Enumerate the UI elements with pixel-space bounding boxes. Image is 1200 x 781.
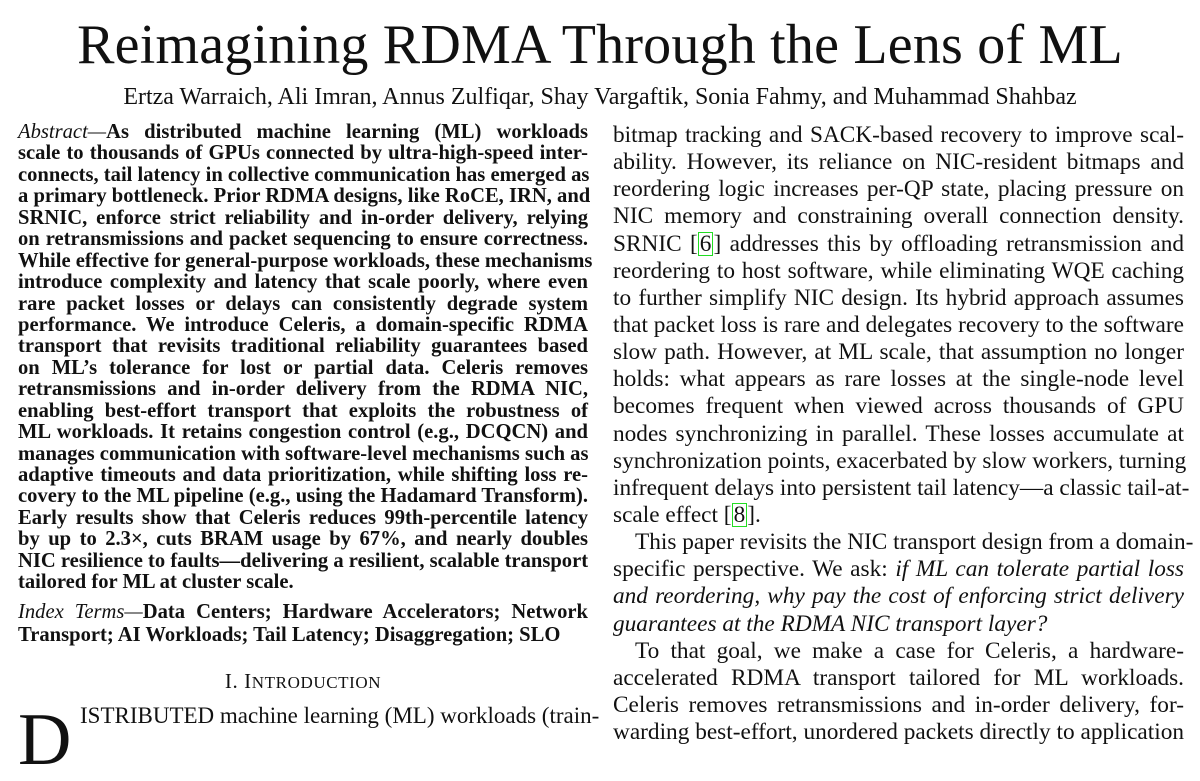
body-line: holds: what appears as rare losses at the single-node level — [613, 366, 1184, 393]
section-title-rest: NTRODUCTION — [251, 672, 382, 692]
body-line: that packet loss is rare and delegates recovery to the software — [613, 311, 1184, 338]
body-line: to further simplify NIC design. Its hybrid approach assumes — [613, 284, 1184, 311]
body-line: reordering logic increases per-QP state, placing pressure on — [613, 176, 1184, 203]
abstract-label: Abstract— — [18, 121, 107, 143]
body-text: specific perspective. We ask: — [613, 556, 896, 583]
abstract-line: ML workloads. It retains congestion control (e.g., DCQCN) and — [18, 421, 588, 444]
body-line: To that goal, we make a case for Celeris, a hardware- — [635, 637, 1184, 664]
abstract-line: transport that revisits traditional reliability guarantees based — [18, 335, 588, 358]
drop-cap: D — [18, 698, 72, 781]
abstract-line — [18, 122, 588, 143]
abstract-line: by up to 2.3×, cuts BRAM usage by 67%, and nearly doubles — [18, 528, 588, 551]
body-line — [613, 502, 1184, 529]
body-line: becomes frequent when viewed across thousands of GPU — [613, 393, 1184, 420]
body-text: ] addresses this by offloading retransmission and — [713, 230, 1184, 257]
body-line: warding best-effort, unordered packets directly to application — [613, 719, 1184, 746]
abstract-line: rare packet losses or delays can consistently degrade system — [18, 292, 588, 315]
body-line: NIC memory and constraining overall connection density. — [613, 203, 1184, 230]
paper-authors: Ertza Warraich, Ali Imran, Annus Zulfiqar, Shay Vargaftik, Sonia Fahmy, and Muhammad Shahbaz — [123, 84, 1077, 110]
index-terms — [18, 601, 588, 647]
left-column — [18, 121, 600, 781]
body-line: bitmap tracking and SACK-based recovery to improve scal- — [613, 122, 1184, 148]
abstract-line: on ML’s tolerance for lost or partial data. Celeris removes — [18, 356, 588, 379]
index-terms-line-text: Data Centers; Hardware Accelerators; Network — [142, 600, 589, 623]
abstract-line: scale to thousands of GPUs connected by ultra-high-speed inter- — [18, 142, 588, 165]
abstract-line: manages communication with software-level mechanisms such as — [18, 442, 589, 465]
abstract-line: Early results show that Celeris reduces 99th-percentile latency — [18, 506, 588, 529]
citation-link-8[interactable]: 8 — [733, 501, 746, 528]
body-line: and reordering, why pay the cost of enforcing strict delivery — [613, 583, 1184, 610]
abstract-line: While effective for general-purpose workloads, these mechanisms — [18, 249, 593, 272]
body-line: accelerated RDMA transport tailored for ML workloads. — [613, 664, 1184, 691]
body-line — [613, 556, 1184, 583]
index-terms-label: Index Terms— — [18, 600, 143, 623]
abstract-line: SRNIC, enforce strict reliability and in-order delivery, relying — [18, 206, 588, 229]
body-text: ]. — [747, 501, 761, 528]
index-terms-line — [18, 601, 588, 624]
abstract-line: adaptive timeouts and data prioritization, while shifting loss re- — [18, 464, 588, 486]
citation-link-6[interactable]: 6 — [699, 230, 712, 257]
abstract-line: introduce complexity and latency that scale poorly, where even — [18, 271, 588, 294]
body-text: scale effect [ — [613, 501, 732, 528]
body-line: guarantees at the RDMA NIC transport layer? — [613, 610, 1048, 637]
intro-paragraph — [18, 698, 600, 781]
abstract-line: performance. We introduce Celeris, a domain-specific RDMA — [18, 313, 588, 336]
abstract — [18, 121, 593, 594]
body-line: Celeris removes retransmissions and in-order delivery, for- — [613, 691, 1184, 718]
abstract-line: on retransmissions and packet sequencing to ensure correctness. — [18, 228, 588, 251]
body-line: reordering to host software, while eliminating WQE caching — [613, 257, 1184, 284]
section-heading-introduction — [18, 667, 588, 695]
section-number: I. — [224, 668, 239, 693]
section-title-initial: I — [244, 668, 252, 693]
abstract-line-text: As distributed machine learning (ML) workloads — [106, 121, 588, 143]
abstract-line: tailored for ML at cluster scale. — [18, 571, 294, 594]
body-line: slow path. However, at ML scale, that assumption no longer — [613, 339, 1184, 366]
body-text: SRNIC [ — [613, 230, 698, 257]
body-line: This paper revisits the NIC transport design from a domain- — [635, 529, 1194, 556]
research-question: if ML can tolerate partial loss — [895, 556, 1184, 583]
abstract-line: retransmissions and in-order delivery from the RDMA NIC, — [18, 378, 588, 401]
body-line: ability. However, its reliance on NIC-resident bitmaps and — [613, 149, 1184, 176]
body-line: nodes synchronizing in parallel. These losses accumulate at — [613, 420, 1184, 447]
abstract-line: a primary bottleneck. Prior RDMA designs, like RoCE, IRN, and — [18, 185, 591, 208]
abstract-line: connects, tail latency in collective communication has emerged as — [18, 163, 590, 186]
index-terms-line: Transport; AI Workloads; Tail Latency; Disaggregation; SLO — [18, 623, 561, 646]
abstract-line: enabling best-effort transport that exploits the robustness of — [18, 399, 588, 422]
abstract-line: covery to the ML pipeline (e.g., using the Hadamard Transform). — [18, 485, 588, 508]
paper-title: Reimagining RDMA Through the Lens of ML — [77, 14, 1123, 76]
intro-line: ISTRIBUTED machine learning (ML) workloads (train- — [80, 702, 600, 728]
body-line: infrequent delays into persistent tail latency—a classic tail-at- — [613, 474, 1190, 501]
abstract-line: NIC resilience to faults—delivering a resilient, scalable transport — [18, 549, 589, 572]
right-column — [613, 122, 1194, 746]
body-line: synchronization points, exacerbated by slow workers, turning — [613, 447, 1187, 474]
body-line — [613, 231, 1184, 258]
